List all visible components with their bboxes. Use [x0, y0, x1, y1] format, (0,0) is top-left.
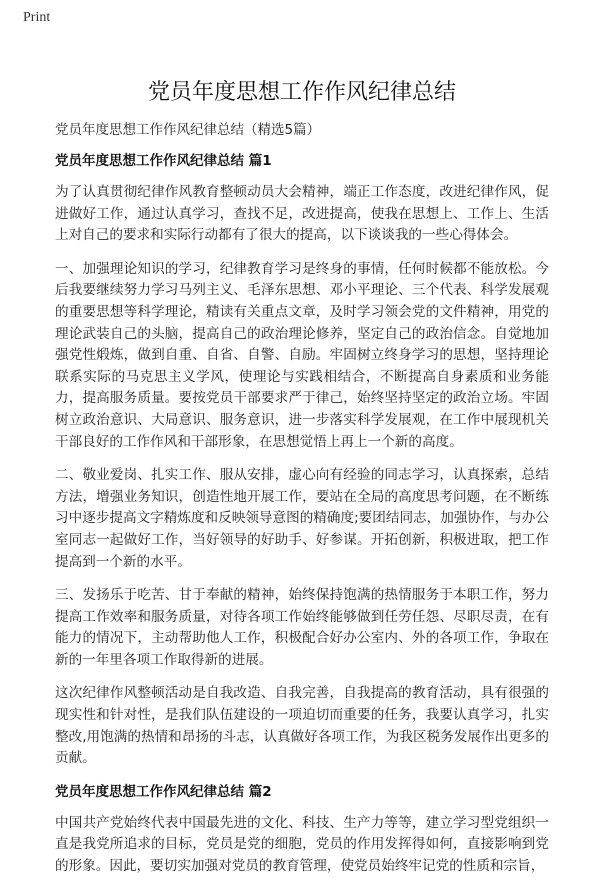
document-body [55, 78, 549, 890]
paragraph: 这次纪律作风整顿活动是自我改造、自我完善，自我提高的教育活动，具有很强的现实性和针对性，是我们队伍建设的一项迫切而重要的任务，我要认真学习，扎实整改,用饱满的热情和昂扬的斗志，认真做好各项工作，为我区税务发展作出更多的贡献。 [55, 685, 549, 767]
print-link[interactable]: Print [23, 10, 51, 25]
paragraph: 三、发扬乐于吃苦、甘于奉献的精神，始终保持饱满的热情服务于本职工作，努力提高工作效率和服务质量，对待各项工作始终能够做到任劳任怨、尽职尽责，在有能力的情况下，主动帮助他人工作，积极配合好办公室内、外的各项工作，争取在新的一年里各项工作取得新的进展。 [55, 587, 549, 668]
document-subtitle: 党员年度思想工作作风纪律总结（精选5篇） [55, 122, 321, 138]
paragraph: 为了认真贯彻纪律作风教育整顿动员大会精神，端正工作态度，改进纪律作风，促进做好工作，通过认真学习，查找不足，改进提高，使我在思想上、工作上、生活上对自己的要求和实际行动都有了很大的提高，以下谈谈我的一些心得体会。 [55, 184, 549, 244]
paragraph: 一、加强理论知识的学习，纪律教育学习是终身的事情，任何时候都不能放松。今后我要继续努力学习马列主义、毛泽东思想、邓小平理论、三个代表、科学发展观的重要思想等科学理论，精读有关重点文章，及时学习领会党的文件精神，用党的理论武装自己的头脑，提高自己的政治理论修养，坚定自己的政治信念。自觉地加强党性煅炼，做到自重、自省、自警、自励。牢固树立终身学习的思想，坚持理论联系实际的马克思主义学风，使理论与实践相结合，不断提高自身素质和业务能力，提高服务质量。要按党员干部要求严于律己，始终坚持坚定的政治立场。牢固树立政治意识、大局意识、服务意识，进一步落实科学发展观，在工作中展现机关干部良好的工作作风和干部形象，在思想觉悟上再上一个新的高度。 [55, 260, 549, 450]
section-heading: 党员年度思想工作作风纪律总结 篇1 [55, 153, 272, 169]
paragraph: 中国共产党始终代表中国最先进的文化、科技、生产力等等，建立学习型党组织一直是我党所追求的目标，党员是党的细胞，党员的作用发挥得如何，直接影响到党的形象。因此，要切实加强对党员的教育管理，使党员始终牢记党的性质和宗旨， [55, 814, 549, 875]
paragraph: 二、敬业爱岗、扎实工作、服从安排，虚心向有经验的同志学习，认真探索，总结方法，增强业务知识，创造性地开展工作，要站在全局的高度思考问题，在不断练习中逐步提高文字精炼度和反映领导意图的精确度;要团结同志，加强协作，与办公室同志一起做好工作，当好领导的好助手、好参谋。开拓创新，积极进取，把工作提高到一个新的水平。 [55, 467, 549, 570]
document-title: 党员年度思想工作作风纪律总结 [147, 80, 456, 105]
section-heading: 党员年度思想工作作风纪律总结 篇2 [55, 783, 272, 800]
